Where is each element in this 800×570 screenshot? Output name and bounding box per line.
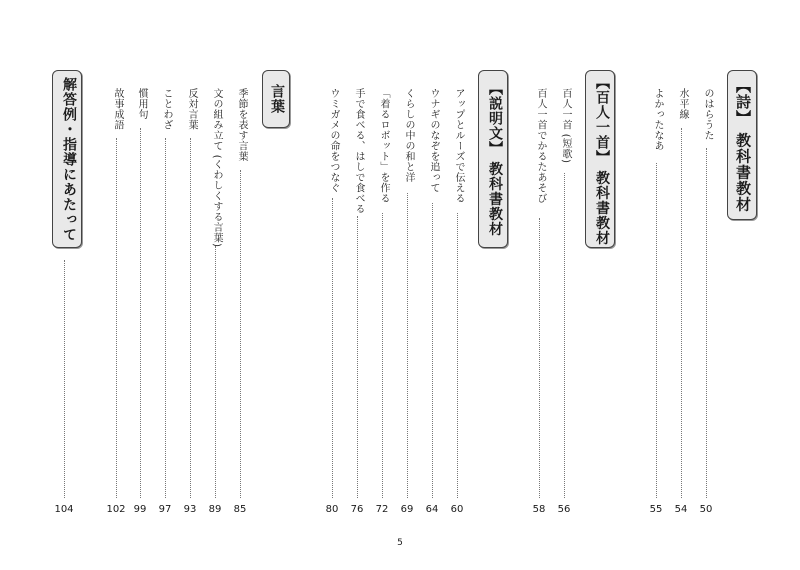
toc-entry-page: 85	[233, 504, 247, 515]
toc-entry-page: 58	[532, 504, 546, 515]
toc-entry-page: 80	[325, 504, 339, 515]
toc-entry-title: のはらうた	[702, 88, 713, 141]
toc-entry-title: ことわざ	[161, 88, 172, 130]
toc-entry-title: アップとルーズで伝える	[453, 88, 464, 204]
toc-entry-title: 文の組み立て (くわしくする言葉)	[211, 88, 222, 248]
toc-entry-title: 季節を表す言葉	[236, 88, 247, 162]
page-number: 5	[397, 538, 403, 548]
section-header-poetry: 【詩】 教科書教材	[727, 70, 757, 220]
toc-entry-title: 慣用句	[136, 88, 147, 120]
toc-entry-title: くらしの中の和と洋	[403, 88, 414, 183]
toc-entry-page: 104	[54, 504, 74, 515]
section-header-explanatory: 【説明文】 教科書教材	[478, 70, 508, 248]
section-header-hyakunin: 【百人一首】 教科書教材	[585, 70, 615, 248]
toc-entry-page: 102	[106, 504, 126, 515]
toc-entry-page: 89	[208, 504, 222, 515]
dotted-leader	[407, 193, 408, 498]
dotted-leader	[457, 213, 458, 498]
dotted-leader	[706, 148, 707, 498]
toc-entry-page: 76	[350, 504, 364, 515]
toc-entry-page: 93	[183, 504, 197, 515]
toc-entry-page: 56	[557, 504, 571, 515]
toc-entry-title: 反対言葉	[186, 88, 197, 130]
dotted-leader	[432, 203, 433, 498]
section-header-answers[interactable]: 解答例・指導にあたって	[52, 70, 82, 248]
dotted-leader	[357, 216, 358, 498]
dotted-leader	[116, 138, 117, 498]
toc-entry-page: 55	[649, 504, 663, 515]
toc-entry-title: 手で食べる、はしで食べる	[353, 88, 364, 214]
dotted-leader	[140, 128, 141, 498]
toc-entry-title: ウミガメの命をつなぐ	[328, 88, 339, 193]
section-header-words: 言葉	[262, 70, 290, 128]
dotted-leader	[564, 173, 565, 498]
dotted-leader	[215, 246, 216, 498]
toc-entry-page: 99	[133, 504, 147, 515]
toc-entry-page: 64	[425, 504, 439, 515]
dotted-leader	[681, 128, 682, 498]
toc-entry-page: 50	[699, 504, 713, 515]
toc-entry-title: 百人一首 (短歌)	[560, 88, 571, 164]
toc-entry-title: 水平線	[677, 88, 688, 120]
toc-entry-title: ウナギのなぞを追って	[428, 88, 439, 193]
dotted-leader	[240, 170, 241, 498]
toc-entry-title: 百人一首でかるたあそび	[535, 88, 546, 204]
toc-entry-title: よかったなあ	[652, 88, 663, 151]
dotted-leader	[165, 138, 166, 498]
dotted-leader	[64, 260, 65, 498]
dotted-leader	[332, 198, 333, 498]
dotted-leader	[190, 138, 191, 498]
toc-entry-page: 97	[158, 504, 172, 515]
toc-entry-page: 72	[375, 504, 389, 515]
toc-entry-title: 故事成語	[112, 88, 123, 130]
toc-entry-title: 「着るロボット」を作る	[378, 88, 389, 204]
dotted-leader	[656, 163, 657, 498]
toc-entry-page: 69	[400, 504, 414, 515]
dotted-leader	[382, 213, 383, 498]
dotted-leader	[539, 218, 540, 498]
toc-entry-page: 60	[450, 504, 464, 515]
toc-entry-page: 54	[674, 504, 688, 515]
